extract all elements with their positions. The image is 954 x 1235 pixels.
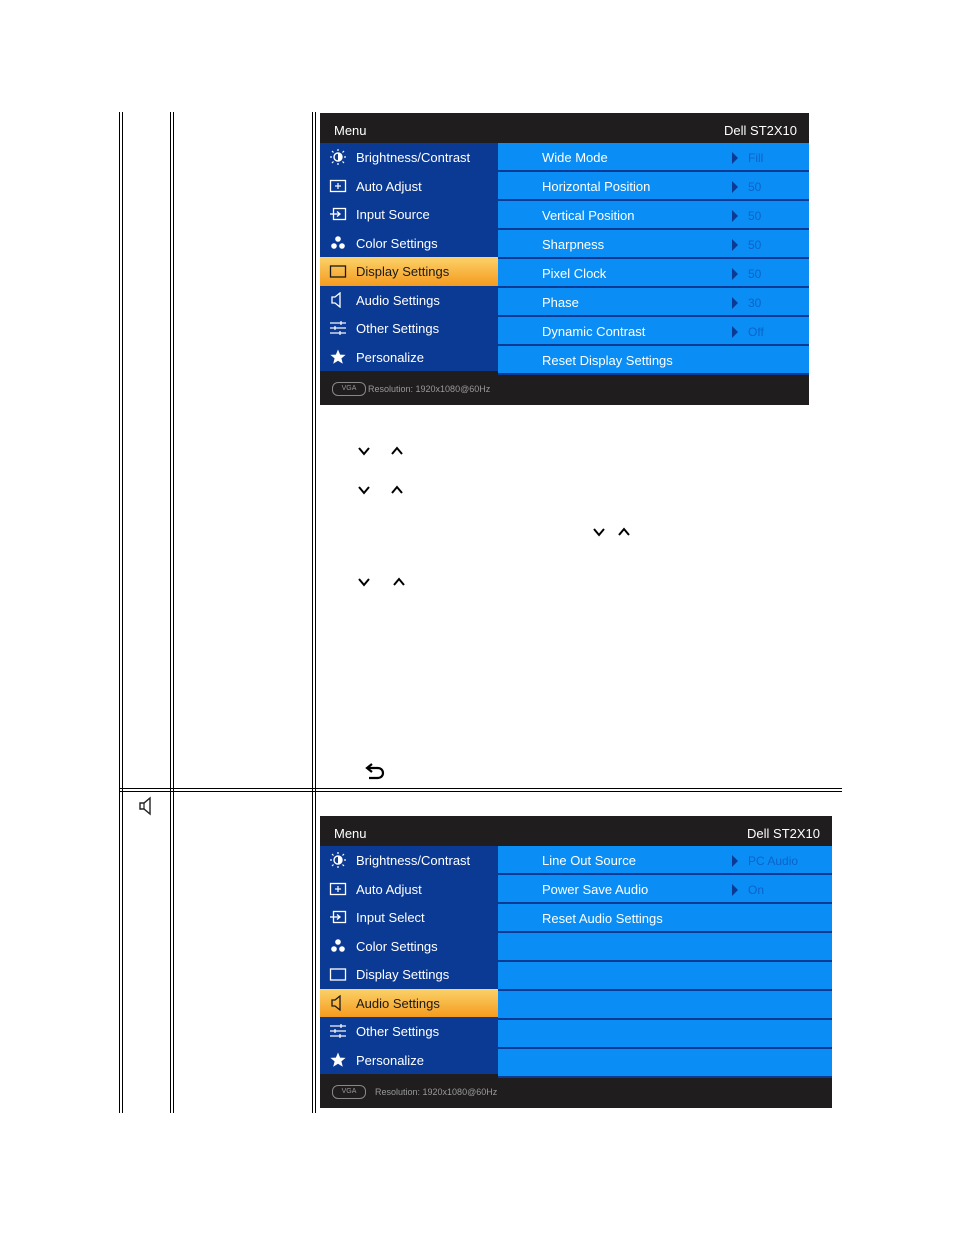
menu-item-display-settings[interactable] bbox=[320, 960, 498, 989]
star-icon bbox=[329, 1052, 347, 1068]
osd-submenu bbox=[498, 846, 832, 1078]
table-border-col2-2 bbox=[173, 112, 174, 1113]
submenu-line-out-source[interactable] bbox=[498, 846, 832, 875]
menu-item-label: Other Settings bbox=[356, 1024, 440, 1039]
submenu-value: 50 bbox=[748, 209, 762, 223]
chevron-up-icon bbox=[617, 527, 631, 537]
osd-main-menu bbox=[320, 143, 498, 371]
submenu-label: Phase bbox=[542, 295, 579, 310]
submenu-reset-audio-settings[interactable] bbox=[498, 904, 832, 933]
submenu-power-save-audio[interactable] bbox=[498, 875, 832, 904]
submenu-value: 30 bbox=[748, 296, 762, 310]
submenu-label: Line Out Source bbox=[542, 853, 636, 868]
submenu-value: PC Audio bbox=[748, 854, 799, 868]
resolution-text: Resolution: 1920x1080@60Hz bbox=[375, 1087, 498, 1097]
submenu-label: Vertical Position bbox=[542, 208, 635, 223]
menu-item-display-settings[interactable] bbox=[320, 257, 498, 286]
menu-item-label: Other Settings bbox=[356, 321, 440, 336]
auto-adjust-icon bbox=[329, 881, 347, 897]
table-border-col3-2 bbox=[315, 112, 316, 1113]
arrow-right-icon bbox=[732, 884, 738, 896]
menu-item-other-settings[interactable] bbox=[320, 314, 498, 343]
table-border-col2-1 bbox=[170, 112, 171, 1113]
chevron-down-icon bbox=[357, 577, 371, 587]
menu-item-label: Color Settings bbox=[356, 235, 438, 251]
menu-item-label: Personalize bbox=[356, 1052, 424, 1068]
submenu-phase[interactable] bbox=[498, 288, 809, 317]
osd-display-settings bbox=[320, 113, 809, 405]
submenu-label: Dynamic Contrast bbox=[542, 324, 646, 339]
submenu-empty-row bbox=[498, 962, 832, 991]
osd-model: Dell ST2X10 bbox=[724, 123, 797, 138]
submenu-label: Reset Display Settings bbox=[542, 353, 673, 368]
submenu-sharpness[interactable] bbox=[498, 230, 809, 259]
submenu-empty-row bbox=[498, 1049, 832, 1078]
menu-item-label: Display Settings bbox=[356, 264, 450, 279]
back-icon bbox=[364, 763, 386, 781]
menu-item-other-settings[interactable] bbox=[320, 1017, 498, 1046]
submenu-vertical-position[interactable] bbox=[498, 201, 809, 230]
display-settings-icon bbox=[329, 966, 347, 982]
menu-item-label: Brightness/Contrast bbox=[356, 150, 471, 165]
input-source-icon bbox=[329, 909, 347, 925]
other-settings-icon bbox=[329, 320, 347, 336]
arrow-right-icon bbox=[732, 210, 738, 222]
chevron-up-icon bbox=[390, 446, 404, 456]
chevron-up-icon bbox=[390, 485, 404, 495]
osd-main-menu bbox=[320, 846, 498, 1074]
submenu-reset-display-settings[interactable] bbox=[498, 346, 809, 375]
submenu-pixel-clock[interactable] bbox=[498, 259, 809, 288]
osd-audio-settings bbox=[320, 816, 832, 1108]
submenu-label: Wide Mode bbox=[542, 150, 608, 165]
arrow-right-icon bbox=[732, 855, 738, 867]
input-source-icon bbox=[329, 206, 347, 222]
auto-adjust-icon bbox=[329, 178, 347, 194]
submenu-empty-row bbox=[498, 1020, 832, 1049]
osd-footer bbox=[320, 373, 809, 405]
menu-item-label: Auto Adjust bbox=[356, 881, 422, 897]
speaker-icon bbox=[329, 292, 347, 308]
menu-item-personalize[interactable] bbox=[320, 1046, 498, 1075]
menu-item-brightness-contrast[interactable] bbox=[320, 846, 498, 875]
chevron-down-icon bbox=[357, 485, 371, 495]
menu-item-auto-adjust[interactable] bbox=[320, 875, 498, 904]
color-settings-icon bbox=[329, 938, 347, 954]
menu-item-color-settings[interactable] bbox=[320, 932, 498, 961]
speaker-icon bbox=[329, 995, 347, 1011]
submenu-label: Pixel Clock bbox=[542, 266, 607, 281]
arrow-right-icon bbox=[732, 268, 738, 280]
table-row-divider-2 bbox=[119, 791, 842, 792]
submenu-empty-row bbox=[498, 933, 832, 962]
arrow-right-icon bbox=[732, 297, 738, 309]
submenu-empty-row bbox=[498, 991, 832, 1020]
osd-header bbox=[320, 816, 832, 846]
submenu-wide-mode[interactable] bbox=[498, 143, 809, 172]
osd-title: Menu bbox=[334, 826, 367, 841]
menu-item-label: Personalize bbox=[356, 349, 424, 365]
menu-item-label: Color Settings bbox=[356, 938, 438, 954]
speaker-icon bbox=[138, 796, 156, 816]
submenu-value: 50 bbox=[748, 238, 762, 252]
osd-header bbox=[320, 113, 809, 143]
table-row-divider-1 bbox=[119, 788, 842, 789]
submenu-label: Horizontal Position bbox=[542, 179, 651, 194]
osd-model: Dell ST2X10 bbox=[747, 826, 820, 841]
resolution-text: Resolution: 1920x1080@60Hz bbox=[368, 384, 491, 394]
osd-submenu bbox=[498, 143, 809, 375]
table-border-left-1 bbox=[119, 112, 120, 1113]
submenu-value: Fill bbox=[748, 151, 764, 165]
arrow-right-icon bbox=[732, 152, 738, 164]
brightness-icon bbox=[329, 149, 347, 165]
vga-logo: VGA bbox=[332, 1085, 366, 1099]
menu-item-input-source[interactable] bbox=[320, 200, 498, 229]
chevron-up-icon bbox=[392, 577, 406, 587]
table-border-col3-1 bbox=[312, 112, 313, 1113]
brightness-icon bbox=[329, 852, 347, 868]
menu-item-label: Auto Adjust bbox=[356, 178, 422, 194]
submenu-value: On bbox=[748, 883, 765, 897]
menu-item-label: Input Source bbox=[356, 207, 430, 222]
submenu-value: Off bbox=[748, 325, 764, 339]
submenu-label: Reset Audio Settings bbox=[542, 911, 663, 926]
submenu-label: Power Save Audio bbox=[542, 882, 649, 897]
menu-item-personalize[interactable] bbox=[320, 343, 498, 372]
menu-item-brightness-contrast[interactable] bbox=[320, 143, 498, 172]
menu-item-label: Display Settings bbox=[356, 967, 450, 982]
arrow-right-icon bbox=[732, 239, 738, 251]
menu-item-label: Input Select bbox=[356, 910, 425, 925]
osd-footer bbox=[320, 1076, 832, 1108]
menu-item-color-settings[interactable] bbox=[320, 229, 498, 258]
color-settings-icon bbox=[329, 235, 347, 251]
chevron-down-icon bbox=[357, 446, 371, 456]
arrow-right-icon bbox=[732, 326, 738, 338]
menu-item-label: Audio Settings bbox=[356, 292, 440, 308]
other-settings-icon bbox=[329, 1023, 347, 1039]
submenu-value: 50 bbox=[748, 180, 762, 194]
vga-logo: VGA bbox=[332, 382, 366, 396]
menu-item-audio-settings[interactable] bbox=[320, 286, 498, 315]
chevron-down-icon bbox=[592, 527, 606, 537]
menu-item-input-select[interactable] bbox=[320, 903, 498, 932]
display-settings-icon bbox=[329, 263, 347, 279]
submenu-value: 50 bbox=[748, 267, 762, 281]
arrow-right-icon bbox=[732, 181, 738, 193]
menu-item-audio-settings[interactable] bbox=[320, 989, 498, 1018]
menu-item-label: Brightness/Contrast bbox=[356, 853, 471, 868]
submenu-label: Sharpness bbox=[542, 237, 605, 252]
menu-item-auto-adjust[interactable] bbox=[320, 172, 498, 201]
osd-title: Menu bbox=[334, 123, 367, 138]
star-icon bbox=[329, 349, 347, 365]
menu-item-label: Audio Settings bbox=[356, 995, 440, 1011]
table-border-left-2 bbox=[122, 112, 123, 1113]
submenu-horizontal-position[interactable] bbox=[498, 172, 809, 201]
submenu-dynamic-contrast[interactable] bbox=[498, 317, 809, 346]
